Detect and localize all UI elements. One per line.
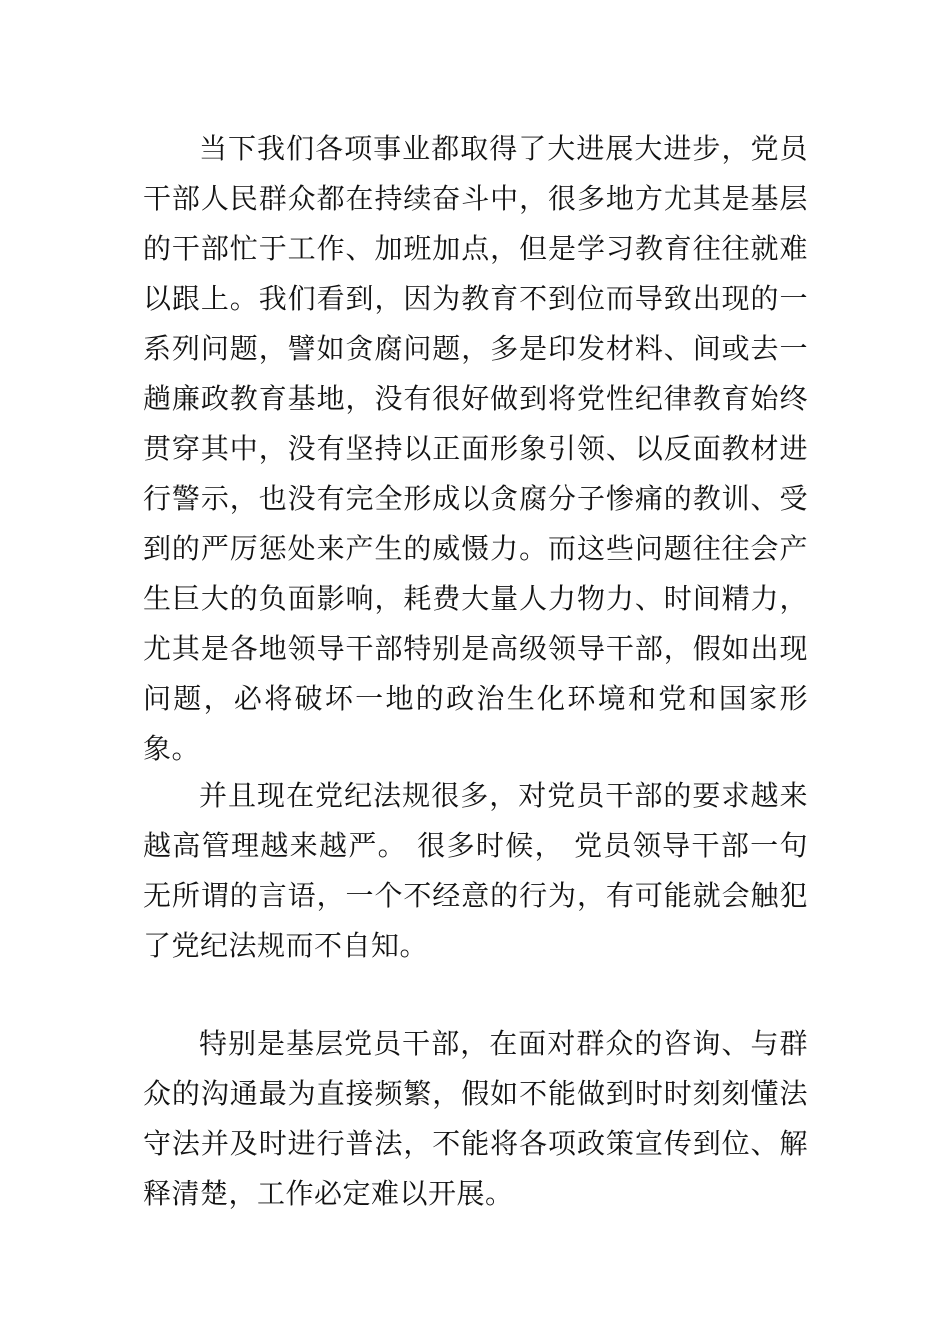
body-paragraph-3: 特别是基层党员干部，在面对群众的咨询、与群众的沟通最为直接频繁，假如不能做到时时刻刻懂法守法并及时进行普法，不能将各项政策宣传到位、解释清楚，工作必定难以开展。 — [143, 1027, 808, 1210]
body-paragraph-1: 当下我们各项事业都取得了大进展大进步，党员干部人民群众都在持续奋斗中，很多地方尤其是基层的干部忙于工作、加班加点，但是学习教育往往就难以跟上。我们看到，因为教育不到位而导致出现的一系列问题，譬如贪腐问题，多是印发材料、间或去一趟廉政教育基地，没有很好做到将党性纪律教育始终贯穿其中，没有坚持以正面形象引领、以反面教材进行警示，也没有完全形成以贪腐分子惨痛的教训、受到的严厉惩处来产生的威慑力。而这些问题往往会产生巨大的负面影响，耗费大量人力物力、时间精力，尤其是各地领导干部特别是高级领导干部，假如出现问题，必将破坏一地的政治生化环境和党和国家形象。 — [143, 132, 808, 765]
body-paragraph-2: 并且现在党纪法规很多，对党员干部的要求越来越高管理越来越严。 很多时候， 党员领导干部一句无所谓的言语，一个不经意的行为，有可能就会触犯了党纪法规而不自知。 — [143, 779, 808, 962]
